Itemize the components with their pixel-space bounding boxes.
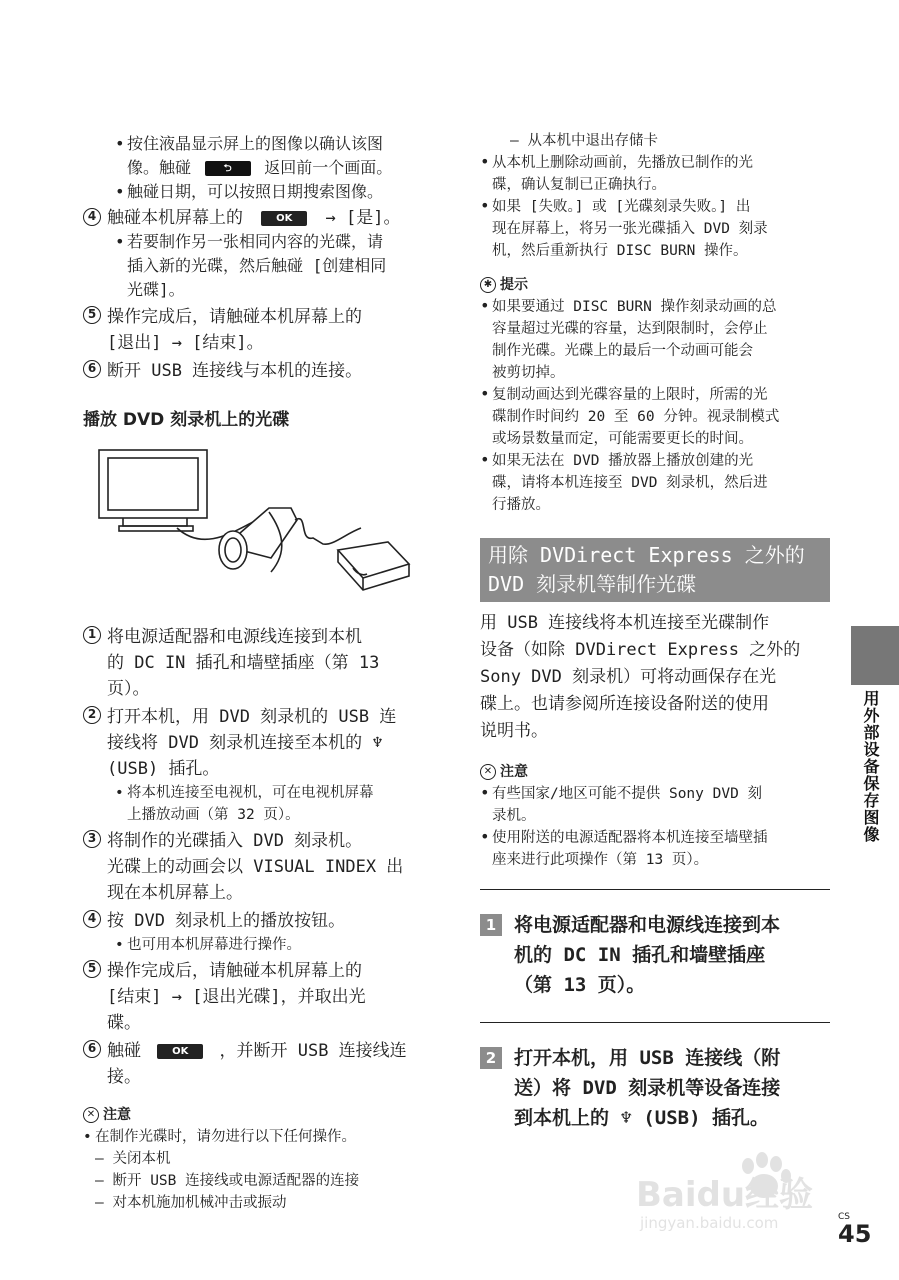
bullet-text: 上播放动画（第 32 页）。 <box>127 807 300 823</box>
tip-text: 容量超过光碟的容量，达到限制时，会停止 <box>492 321 768 337</box>
step-4-sub <box>83 230 428 302</box>
main-step-2 <box>480 1043 830 1133</box>
bullet-text: 碟，确认复制已正确执行。 <box>492 177 666 193</box>
step-number: 4 <box>83 910 101 928</box>
step-number-badge: 2 <box>480 1047 502 1069</box>
step-text: 将电源适配器和电源线连接到本机 <box>107 627 362 647</box>
step-text: 断开 USB 连接线与本机的连接。 <box>107 361 363 381</box>
step-text: [退出] → [结束]。 <box>107 333 264 353</box>
page-number <box>838 1212 871 1246</box>
step-text: 碟。 <box>107 1013 141 1033</box>
note-item <box>480 827 830 871</box>
caution-dash-item: – 关闭本机 <box>95 1151 171 1167</box>
banner-line: DVD 刻录机等制作光碟 <box>488 572 697 596</box>
intro-paragraph <box>480 610 830 745</box>
tip-text: • 如果要通过 DISC BURN 操作刻录动画的总 <box>492 299 777 315</box>
bullet-text: 像。触碰 <box>127 158 192 177</box>
note-heading <box>480 761 830 783</box>
tip-text: • 复制动画达到光碟容量的上限时，所需的光 <box>492 387 768 403</box>
caution-icon: ✕ <box>83 1107 99 1123</box>
step-text: （第 13 页）。 <box>514 974 646 996</box>
note-text: 座来进行此项操作（第 13 页）。 <box>492 852 709 868</box>
bullet-text: • 若要制作另一张相同内容的光碟，请 <box>127 230 428 254</box>
ok-key-icon: OK <box>261 211 307 226</box>
bullet-item <box>480 196 830 262</box>
bullet-text: 光碟]。 <box>127 280 185 299</box>
caution-list <box>83 1126 428 1214</box>
step-number: 5 <box>83 306 101 324</box>
step-6 <box>83 358 428 384</box>
section-banner <box>480 538 830 602</box>
bullet-item <box>480 152 830 196</box>
step-text: 按 DVD 刻录机上的播放按钮。 <box>107 911 346 931</box>
lightbulb-icon: ✱ <box>480 277 496 293</box>
banner-line: 用除 DVDirect Express 之外的 <box>488 543 805 567</box>
step-text: 接线将 DVD 刻录机连接至本机的 ♆ <box>107 733 383 753</box>
tip-text: 碟，请将本机连接至 DVD 刻录机，然后进 <box>492 475 768 491</box>
bullet-text: • 如果 [失败。] 或 [光碟刻录失败。] 出 <box>492 199 751 215</box>
step-text: 页）。 <box>107 679 150 699</box>
step-text: 触碰 <box>107 1041 141 1061</box>
tip-text: 碟制作时间约 20 至 60 分钟。视录制模式 <box>492 409 780 425</box>
step-number: 3 <box>83 830 101 848</box>
note-text: • 有些国家/地区可能不提供 Sony DVD 刻 <box>492 786 763 802</box>
play-step-4 <box>83 908 428 934</box>
play-step-2-sub <box>83 782 428 826</box>
tip-text: 或场景数量而定，可能需要更长的时间。 <box>492 431 753 447</box>
step-text: 将制作的光碟插入 DVD 刻录机。 <box>107 831 363 851</box>
step-text: (USB) 插孔。 <box>107 759 220 779</box>
step-text: 光碟上的动画会以 VISUAL INDEX 出 <box>107 857 404 877</box>
step-text: 将电源适配器和电源线连接到本 <box>514 914 781 936</box>
divider <box>480 889 830 890</box>
step-text: 现在本机屏幕上。 <box>107 883 243 903</box>
step-text: → [是]。 <box>325 208 401 228</box>
step-text: 打开本机，用 USB 连接线（附 <box>514 1047 781 1069</box>
step-text: 送）将 DVD 刻录机等设备连接 <box>514 1077 781 1099</box>
tip-text: 被剪切掉。 <box>492 365 565 381</box>
intro-line: Sony DVD 刻录机）可将动画保存在光 <box>480 667 777 687</box>
caution-heading <box>83 1104 428 1126</box>
note-text: • 使用附送的电源适配器将本机连接至墙壁插 <box>492 830 768 846</box>
page-number-value: 45 <box>838 1220 872 1248</box>
right-column <box>480 130 830 1133</box>
tip-text: 行播放。 <box>492 497 550 513</box>
note-item <box>480 783 830 827</box>
step-text: 到本机上的 ♆ (USB) 插孔。 <box>514 1107 769 1129</box>
bullet-text: • 也可用本机屏幕进行操作。 <box>127 934 428 956</box>
intro-line: 说明书。 <box>480 721 548 741</box>
play-step-1 <box>83 624 428 702</box>
side-tab-label: 用外部设备保存图像 <box>861 690 880 843</box>
top-bullets <box>83 132 428 204</box>
bullet-text: • 从本机上删除动画前，先播放已制作的光 <box>492 155 753 171</box>
baidu-watermark-logo <box>636 1152 846 1236</box>
tip-text: 制作光碟。光碟上的最后一个动画可能会 <box>492 343 753 359</box>
step-text: 操作完成后，请触碰本机屏幕上的 <box>107 307 362 327</box>
play-step-3 <box>83 828 428 906</box>
ok-key-icon: OK <box>157 1044 203 1059</box>
side-tab-marker <box>851 626 899 685</box>
watermark-brand: Baidu经验 <box>636 1175 814 1215</box>
bullet-text: 插入新的光碟，然后触碰 [创建相同 <box>127 256 387 275</box>
watermark-url: jingyan.baidu.com <box>640 1214 779 1232</box>
caution-dash-item: – 从本机中退出存储卡 <box>510 133 658 149</box>
main-step-1 <box>480 910 830 1000</box>
back-button-icon: ⮌ <box>205 161 251 176</box>
step-text: 触碰本机屏幕上的 <box>107 208 243 228</box>
intro-line: 用 USB 连接线将本机连接至光碟制作 <box>480 613 770 633</box>
tip-item <box>480 296 830 384</box>
caution-bullet: • 在制作光碟时，请勿进行以下任何操作。 <box>95 1126 428 1148</box>
tip-item <box>480 384 830 450</box>
intro-line: 碟上。也请参阅所连接设备附送的使用 <box>480 694 769 714</box>
step-5 <box>83 304 428 356</box>
tips-title: 提示 <box>500 277 528 293</box>
step-text: ，并断开 USB 连接线连 <box>219 1041 407 1061</box>
step-number-badge: 1 <box>480 914 502 936</box>
step-number: 6 <box>83 1040 101 1058</box>
tip-text: • 如果无法在 DVD 播放器上播放创建的光 <box>492 453 754 469</box>
step-text: [结束] → [退出光碟]，并取出光 <box>107 987 366 1007</box>
section-title: 播放 DVD 刻录机上的光碟 <box>83 410 290 430</box>
step-text: 打开本机，用 DVD 刻录机的 USB 连 <box>107 707 397 727</box>
caution-title: 注意 <box>103 1107 131 1123</box>
caution-icon: ✕ <box>480 764 496 780</box>
step-text: 的 DC IN 插孔和墙壁插座（第 13 <box>107 653 380 673</box>
caution-dash-item: – 对本机施加机械冲击或振动 <box>95 1195 287 1211</box>
step-number: 1 <box>83 626 101 644</box>
tips-heading <box>480 274 830 296</box>
step-number: 2 <box>83 706 101 724</box>
step-number: 5 <box>83 960 101 978</box>
step-number: 4 <box>83 208 101 226</box>
step-number: 6 <box>83 360 101 378</box>
bullet-text: • 将本机连接至电视机，可在电视机屏幕 <box>127 782 428 804</box>
intro-line: 设备（如除 DVDirect Express 之外的 <box>480 640 801 660</box>
step-text: 接。 <box>107 1067 141 1087</box>
step-text: 操作完成后，请触碰本机屏幕上的 <box>107 961 362 981</box>
note-text: 录机。 <box>492 808 536 824</box>
play-step-2 <box>83 704 428 782</box>
play-step-4-sub <box>83 934 428 956</box>
step-text: 机的 DC IN 插孔和墙壁插座 <box>514 944 766 966</box>
bullet-text: 返回前一个画面。 <box>264 158 393 177</box>
play-step-5 <box>83 958 428 1036</box>
caution-dash-item: – 断开 USB 连接线或电源适配器的连接 <box>95 1173 360 1189</box>
left-column <box>83 130 428 1214</box>
bullet-text: 机，然后重新执行 DISC BURN 操作。 <box>492 243 748 259</box>
bullet-text: • 按住液晶显示屏上的图像以确认该图 <box>127 132 428 156</box>
note-title: 注意 <box>500 764 528 780</box>
tip-item <box>480 450 830 516</box>
bullet-text: 现在屏幕上，将另一张光碟插入 DVD 刻录 <box>492 221 768 237</box>
divider <box>480 1022 830 1023</box>
step-4 <box>83 206 428 230</box>
play-step-6 <box>83 1038 428 1090</box>
page-language-code: CS <box>838 1212 850 1222</box>
camera-dvd-connection-illustration <box>83 442 413 612</box>
bullet-text: • 触碰日期，可以按照日期搜索图像。 <box>127 180 428 204</box>
